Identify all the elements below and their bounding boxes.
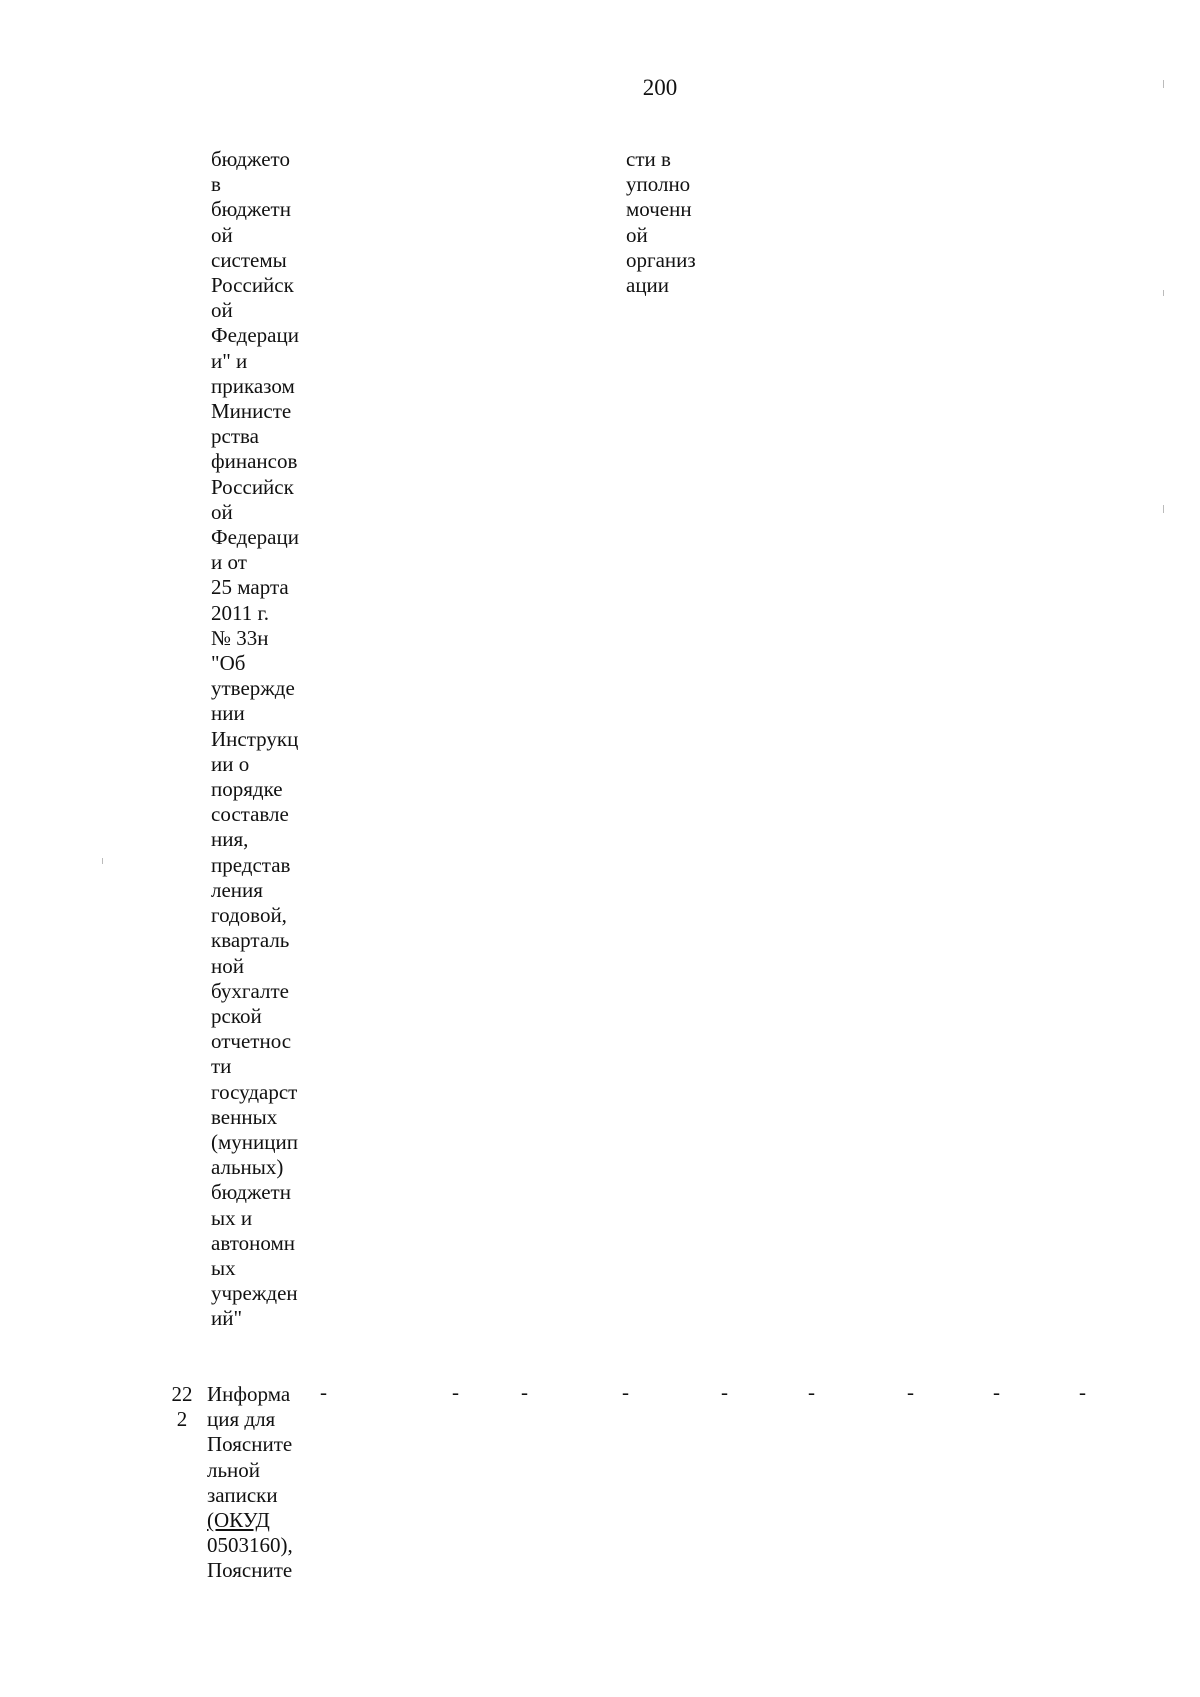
row-description-line: 0503160), (207, 1533, 293, 1558)
column-a-line: 2011 г. (211, 600, 269, 625)
row-number-line: 22 (171, 1382, 193, 1406)
empty-cell-dash: - (452, 1380, 459, 1404)
empty-cell-dash: - (622, 1380, 629, 1404)
empty-cell-dash: - (808, 1380, 815, 1404)
column-a-line: ых (211, 1255, 236, 1280)
empty-cell-dash: - (993, 1380, 1000, 1404)
row-description-line: ция для (207, 1407, 276, 1432)
column-b-line: моченн (626, 197, 692, 222)
row-description-line: Информа (207, 1382, 291, 1406)
row-description-line: Поясните (207, 1432, 293, 1457)
column-a-line: представ (211, 852, 291, 877)
column-a-line: бюджето (211, 147, 290, 171)
column-a-line: Российск (211, 273, 294, 298)
empty-cell-dash: - (320, 1380, 327, 1404)
column-a-line: автономн (211, 1230, 295, 1255)
row-number (168, 1382, 196, 1432)
column-b-line: ой (626, 222, 648, 247)
column-a-line: Министе (211, 399, 292, 424)
row-description-line: записки (207, 1482, 278, 1507)
column-a-line: ной (211, 953, 244, 978)
column-a-line: ния, (211, 827, 249, 852)
column-a-line: ой (211, 499, 233, 524)
empty-cell-dash: - (907, 1380, 914, 1404)
column-a-line: (муницип (211, 1129, 298, 1154)
column-a-line: государст (211, 1079, 298, 1104)
empty-cell-dash: - (1079, 1380, 1086, 1404)
column-a-line: ии о (211, 751, 250, 776)
column-a-line: Федераци (211, 323, 299, 348)
column-a-line: ых и (211, 1205, 253, 1230)
column-a-line: отчетнос (211, 1029, 292, 1054)
row-number-line: 2 (176, 1407, 188, 1431)
column-a-line: "Об (211, 651, 246, 676)
scan-artifact (1163, 290, 1164, 296)
column-b-line: сти в (626, 147, 671, 171)
column-a-line: ления (211, 877, 263, 902)
empty-cell-dash: - (521, 1380, 528, 1404)
column-a-line: приказом (211, 373, 295, 398)
column-a-line: учрежден (211, 1281, 298, 1306)
column-a-line: ой (211, 298, 233, 323)
column-b-text (626, 147, 696, 298)
column-a-line: рства (211, 424, 259, 449)
row-description (207, 1382, 293, 1584)
column-a-line: № 33н (211, 625, 269, 650)
column-a-line: альных) (211, 1155, 284, 1180)
column-a-line: утвержде (211, 676, 295, 701)
column-a-line: Федераци (211, 525, 299, 550)
column-a-line: системы (211, 247, 287, 272)
column-b-line: организ (626, 247, 696, 272)
column-a-line: бухгалте (211, 978, 289, 1003)
column-a-line: бюджетн (211, 197, 291, 222)
column-a-line: 25 марта (211, 575, 289, 600)
scan-artifact (102, 858, 103, 864)
scan-artifact (1163, 505, 1164, 513)
column-a-line: Инструкц (211, 726, 299, 751)
empty-cell-dash: - (721, 1380, 728, 1404)
column-a-line: финансов (211, 449, 298, 474)
column-a-line: составле (211, 802, 289, 827)
column-a-line: венных (211, 1104, 278, 1129)
column-a-line: бюджетн (211, 1180, 291, 1205)
column-a-line: и от (211, 550, 247, 575)
column-a-line: кварталь (211, 928, 290, 953)
column-a-line: нии (211, 701, 245, 726)
column-a-text (211, 147, 299, 1332)
scan-artifact (1163, 80, 1164, 88)
row-description-line: льной (207, 1457, 261, 1482)
column-b-line: ации (626, 273, 670, 298)
column-a-line: ти (211, 1054, 232, 1079)
column-a-line: и" и (211, 348, 248, 373)
row-description-line: Поясните (207, 1558, 293, 1583)
column-a-line: в (211, 172, 221, 197)
column-a-line: ий" (211, 1306, 243, 1331)
column-a-line: Российск (211, 474, 294, 499)
page-number: 200 (642, 75, 678, 100)
row-description-line: (ОКУД (207, 1508, 270, 1533)
column-a-line: порядке (211, 777, 283, 802)
column-a-line: ой (211, 222, 233, 247)
column-a-line: годовой, (211, 903, 287, 928)
column-b-line: уполно (626, 172, 691, 197)
column-a-line: рской (211, 1003, 262, 1028)
